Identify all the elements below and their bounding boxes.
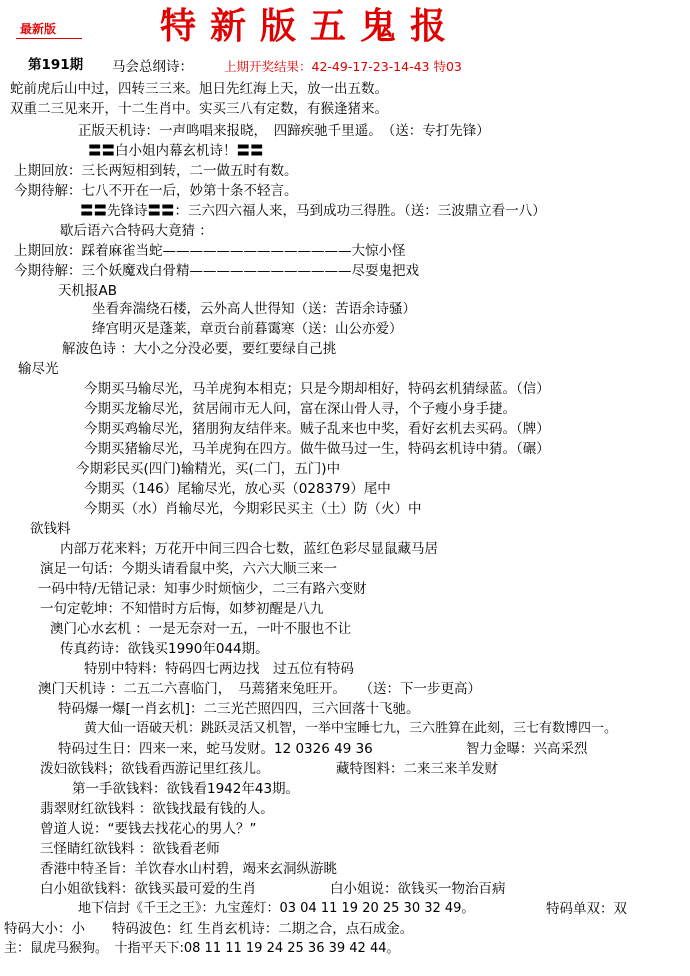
text-line: 今期待解：七八不开在一后，妙第十条不轻言。 [14, 183, 298, 199]
issue-number: 第191期 [28, 57, 84, 73]
text-line: 特别中特料：特码四七两边找 过五位有特码 [84, 661, 354, 677]
text-line: 特码单双：双 [546, 901, 627, 917]
text-line: 澳门心水玄机 ：一是无奈对一五，一叶不服也不让 [50, 621, 352, 637]
poem-label: 马会总纲诗： [112, 59, 193, 75]
text-line: 澳门天机诗 ：二五二六喜临门， 马蔫猪来兔旺开。 （送：下一步更高） [38, 681, 482, 697]
text-line: 藏特图料：二来三来羊发财 [336, 761, 498, 777]
text-line: 输尽光 [18, 361, 59, 377]
text-line: 演足一句话：今期头请看鼠中奖，六六大顺三来一 [40, 561, 337, 577]
text-line: 今期买（水）肖输尽光，今期彩民买主（土）防（火）中 [84, 501, 422, 517]
text-line: 传真药诗：欲钱买1990年044期。 [60, 641, 269, 657]
text-line: 主：鼠虎马猴狗。 十指平天下:08 11 11 19 24 25 36 39 42 44。 [4, 941, 400, 956]
text-line: 三怪睛红欲钱料 ：欲钱看老师 [40, 841, 220, 857]
text-line: 坐看奔湍绕石楼，云外高人世得知（送：苦语余诗骚） [92, 301, 416, 317]
text-line: 蛇前虎后山中过，四转三三来。旭日先红海上天，放一出五数。 [10, 81, 388, 97]
text-line: 特码大小：小 特码波色：红 生肖玄机诗：二期之合，点石成金。 [4, 921, 414, 937]
text-line: 黄大仙一语破天机：跳跃灵活又机智，一举中宝睡七九，三六胜算在此刻，三七有数博四一。 [84, 721, 618, 736]
text-line: 〓〓先锋诗〓〓：三六四六福人来，马到成功三得胜。（送：三波鼎立看一八） [80, 203, 546, 219]
text-line: 翡翠财红欲钱料 ：欲钱找最有钱的人。 [40, 801, 274, 817]
text-line: 欲钱料 [30, 521, 71, 537]
text-line: 智力金曝：兴高采烈 [466, 741, 588, 757]
text-line: 特码过生日：四来一来，蛇马发财。12 0326 49 36 [58, 741, 373, 757]
text-line: 今期买马输尽光，马羊虎狗本相克；只是今期却相好，特码玄机猜绿蓝。（信） [84, 381, 550, 397]
text-line: 〓〓白小姐内幕玄机诗！〓〓 [88, 143, 264, 159]
text-line: 今期买猪输尽光，马羊虎狗在四方。做牛做马过一生，特码玄机诗中猜。（碾） [84, 441, 550, 457]
text-line: 今期买鸡输尽光，猪朋狗友结伴来。贼子乱来也中奖，看好玄机去买码。（牌） [84, 421, 550, 437]
text-line: 一码中特/无错记录：知事少时烦恼少，二三有路六变财 [38, 581, 367, 597]
text-line: 正版天机诗：一声鸣唱来报晓， 四蹄疾驰千里遥。 （送：专打先锋） [78, 123, 490, 139]
text-line: 香港中特圣旨：羊饮春水山村碧，竭来玄洞纵游眺 [40, 861, 337, 877]
text-line: 泼妇欲钱料；欲钱看西游记里红孩儿。 [40, 761, 270, 777]
text-line: 今期彩民买(四门)输精光，买(二门，五门)中 [76, 461, 341, 477]
text-line: 今期买（146）尾输尽光，放心买（028379）尾中 [84, 481, 391, 497]
text-line: 歇后语六合特码大竟猜 ： [60, 223, 213, 239]
text-line: 上期回放：三长两短相到转，二一做五时有数。 [14, 163, 298, 179]
text-line: 地下信封《千王之王》：九宝莲灯：03 04 11 19 20 25 30 32 49。 [78, 901, 475, 916]
badge-underline [16, 38, 82, 39]
text-line: 今期待解：三个妖魔戏白骨精————————————尽耍鬼把戏 [14, 263, 419, 279]
text-line: 双重二三见来开，十二生肖中。实买三八有定数，有猴逢猪来。 [10, 101, 388, 117]
page-title: 特新版五鬼报 [160, 5, 461, 47]
text-line: 特码爆一爆[一肖玄机]：二三光芒照四四，三六回落十飞驰。 [58, 701, 420, 717]
text-line: 白小姐欲钱料：欲钱买最可爱的生肖 [40, 881, 256, 897]
text-line: 天机报AB [58, 283, 117, 299]
last-result: 上期开奖结果：42-49-17-23-14-43 特03 [224, 59, 462, 74]
text-line: 今期买龙输尽光，贫居闹市无人问，富在深山骨人寻，个子瘦小身手捷。 [84, 401, 516, 417]
text-line: 曾道人说：“要钱去找花心的男人？” [40, 821, 257, 837]
text-line: 内部万花来料；万花开中间三四合七数，蓝红色彩尽显鼠藏马居 [60, 541, 438, 557]
text-line: 一句定乾坤：不知惜时方后悔，如梦初醒是八九 [40, 601, 324, 617]
text-line: 解波色诗 ：大小之分没必要，要红要绿自己挑 [62, 341, 337, 357]
text-line: 上期回放：踩着麻雀当蛇——————————————大惊小怪 [14, 243, 406, 259]
latest-edition-badge: 最新版 [20, 22, 57, 36]
text-line: 第一手欲钱料：欲钱看1942年43期。 [72, 781, 300, 797]
text-line: 绛宫明灭是蓬莱，章贡台前暮霭寒（送：山公亦爱） [92, 321, 403, 337]
text-line: 白小姐说：欲钱买一物治百病 [330, 881, 506, 897]
